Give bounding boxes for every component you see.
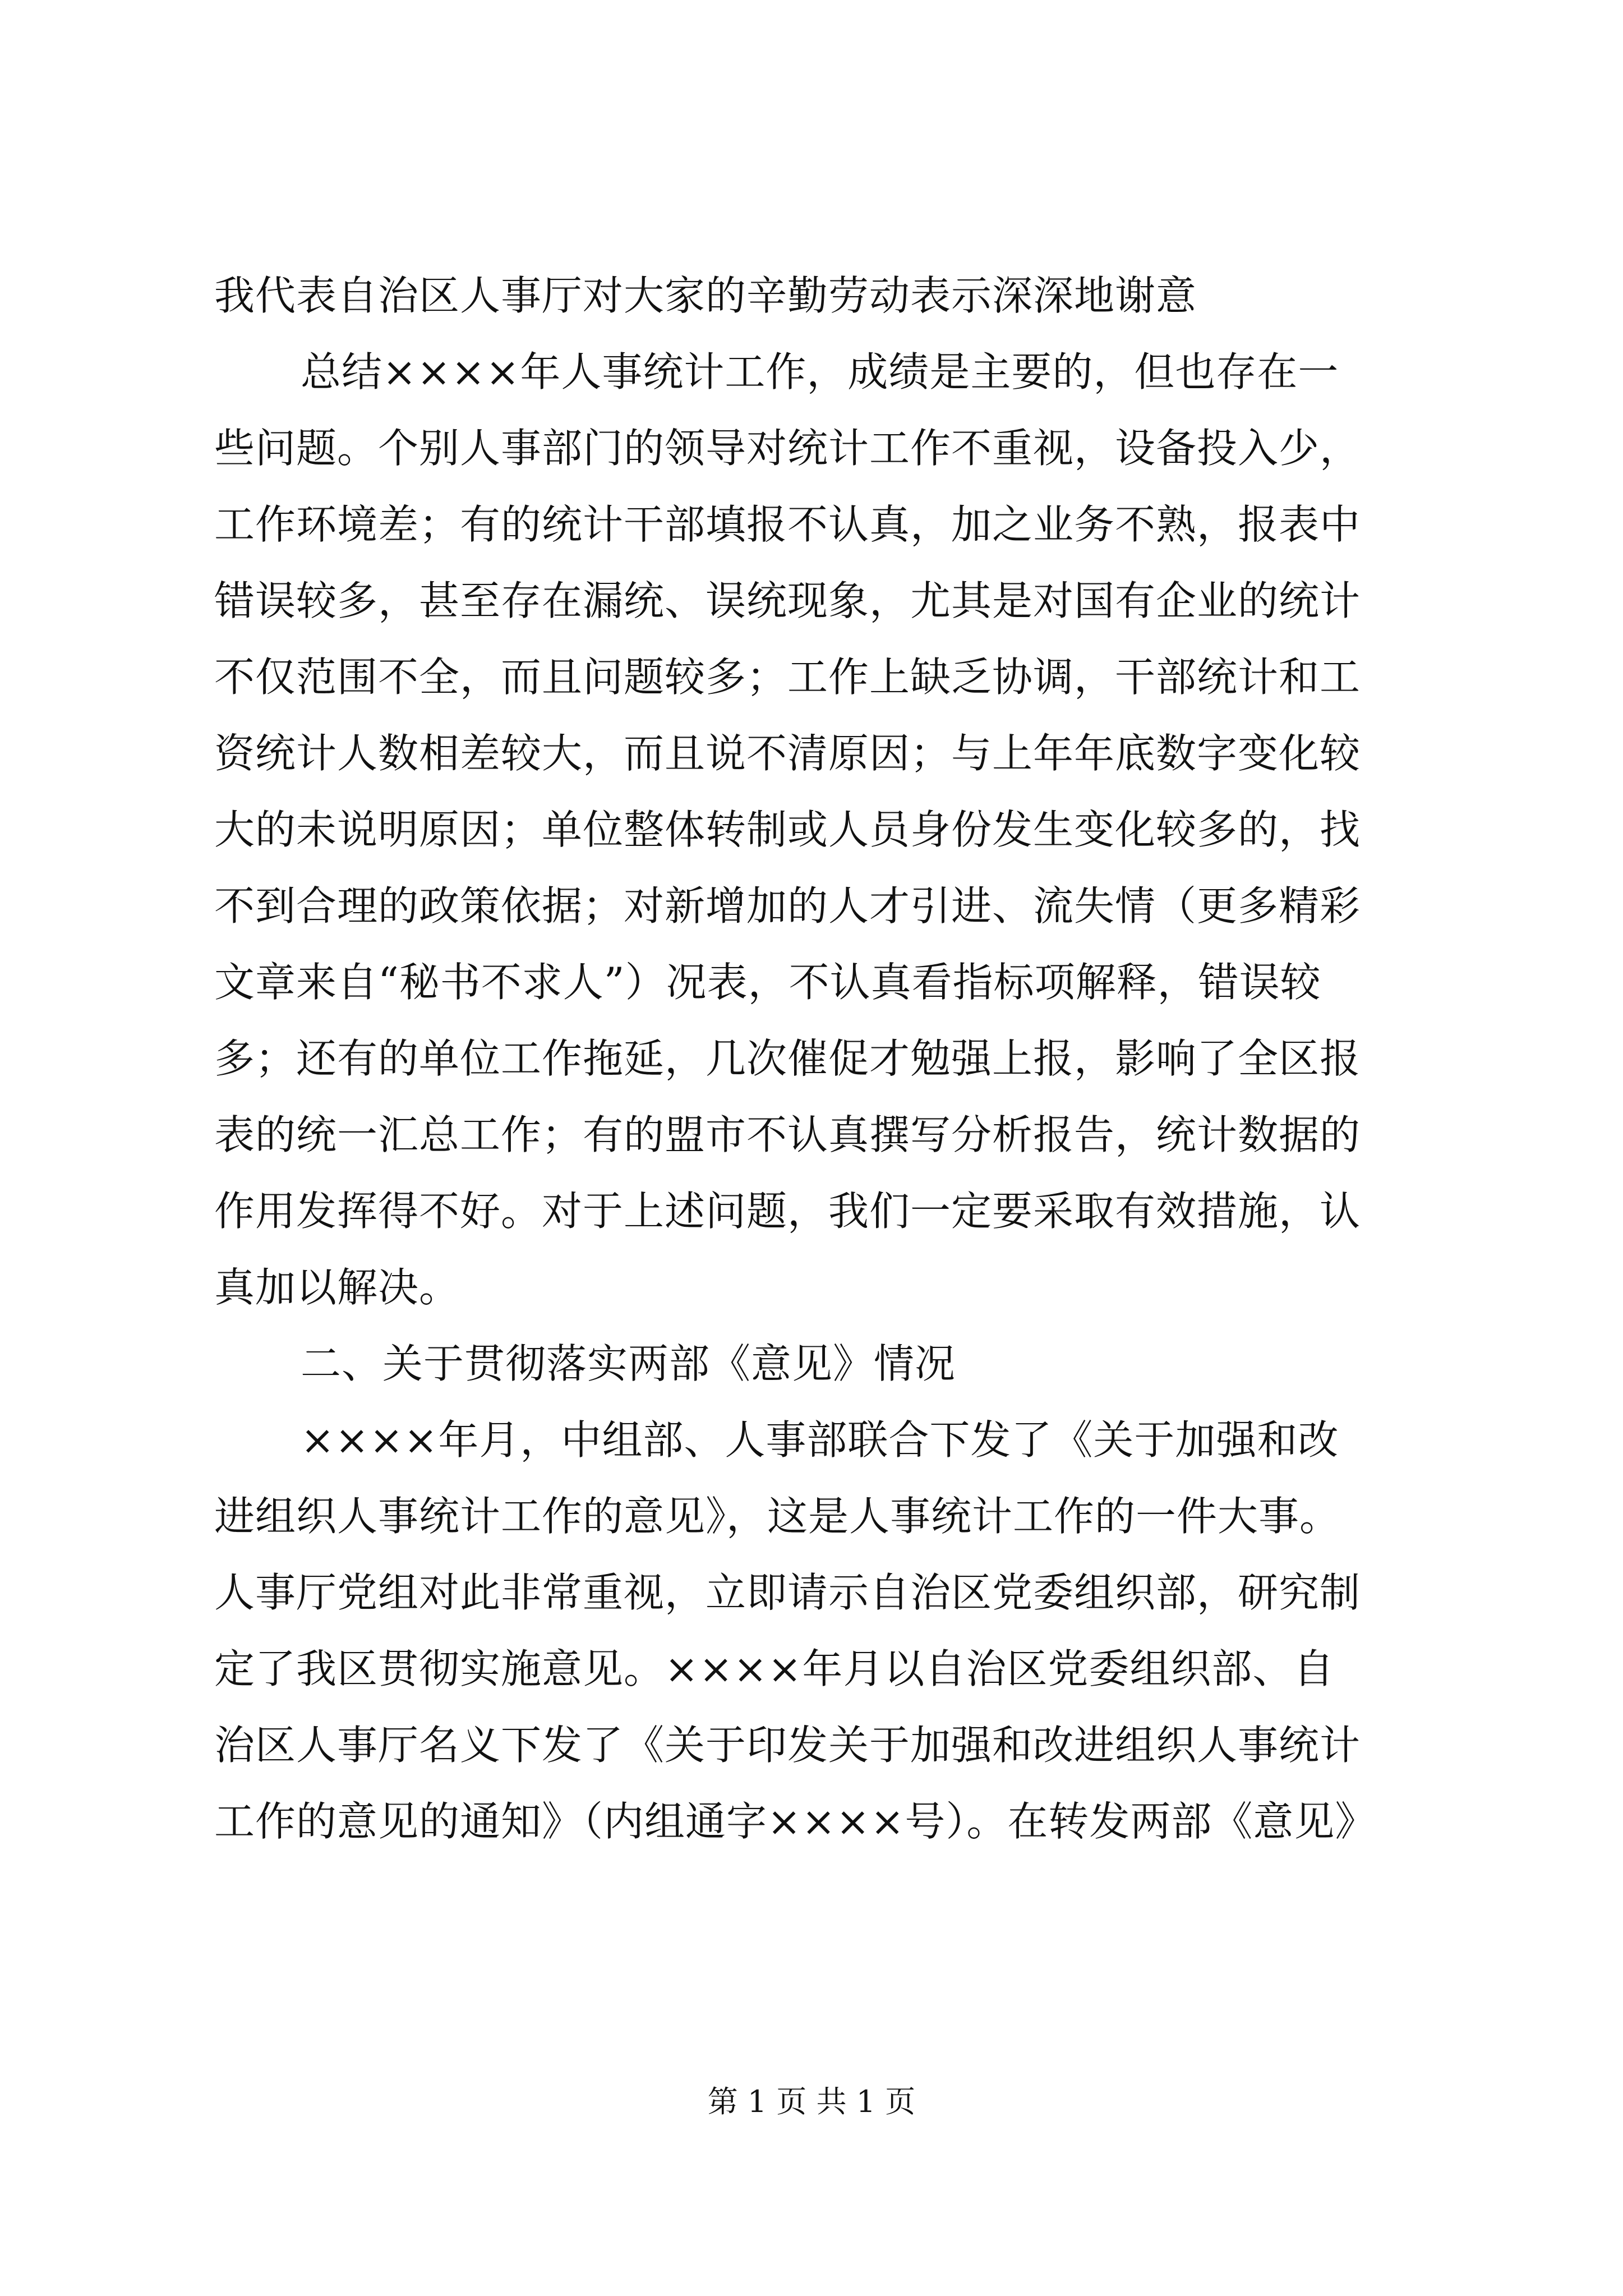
- text-line: 工作环境差；有的统计干部填报不认真，加之业务不熟，报表中: [214, 501, 1361, 548]
- text-line: 不仅范围不全，而且问题较多；工作上缺乏协调，干部统计和工: [214, 654, 1361, 701]
- text-line: 错误较多，甚至存在漏统、误统现象，尤其是对国有企业的统计: [214, 577, 1361, 624]
- text-line: 人事厅党组对此非常重视，立即请示自治区党委组织部，研究制: [214, 1569, 1361, 1616]
- text-line: 真加以解决。: [214, 1264, 460, 1311]
- text-line: 作用发挥得不好。对于上述问题，我们一定要采取有效措施，认: [214, 1188, 1361, 1235]
- text-line: 文章来自“秘书不求人”）况表，不认真看指标项解释，错误较: [214, 959, 1321, 1006]
- text-line: 些问题。个别人事部门的领导对统计工作不重视，设备投入少，: [214, 425, 1361, 472]
- paragraph-first-line: 总结××××年人事统计工作，成绩是主要的，但也存在一: [301, 348, 1339, 395]
- text-line: 进组织人事统计工作的意见》，这是人事统计工作的一件大事。: [214, 1493, 1341, 1540]
- section-heading: 二、关于贯彻落实两部《意见》情况: [301, 1340, 956, 1387]
- text-line: 资统计人数相差较大，而且说不清原因；与上年年底数字变化较: [214, 730, 1361, 777]
- paragraph-first-line: ××××年月，中组部、人事部联合下发了《关于加强和改: [301, 1416, 1339, 1464]
- text-line: 治区人事厅名义下发了《关于印发关于加强和改进组织人事统计: [214, 1722, 1361, 1769]
- text-line: 定了我区贯彻实施意见。××××年月以自治区党委组织部、自: [214, 1645, 1335, 1692]
- page-footer: 第 1 页 共 1 页: [707, 2084, 916, 2119]
- text-line: 多；还有的单位工作拖延，几次催促才勉强上报，影响了全区报: [214, 1035, 1361, 1082]
- text-line: 大的未说明原因；单位整体转制或人员身份发生变化较多的，找: [214, 806, 1361, 853]
- text-line: 工作的意见的通知》（内组通字××××号）。在转发两部《意见》: [214, 1798, 1376, 1845]
- text-line: 我代表自治区人事厅对大家的辛勤劳动表示深深地谢意: [214, 272, 1197, 319]
- text-line: 不到合理的政策依据；对新增加的人才引进、流失情（更多精彩: [214, 882, 1361, 930]
- text-line: 表的统一汇总工作；有的盟市不认真撰写分析报告，统计数据的: [214, 1111, 1361, 1158]
